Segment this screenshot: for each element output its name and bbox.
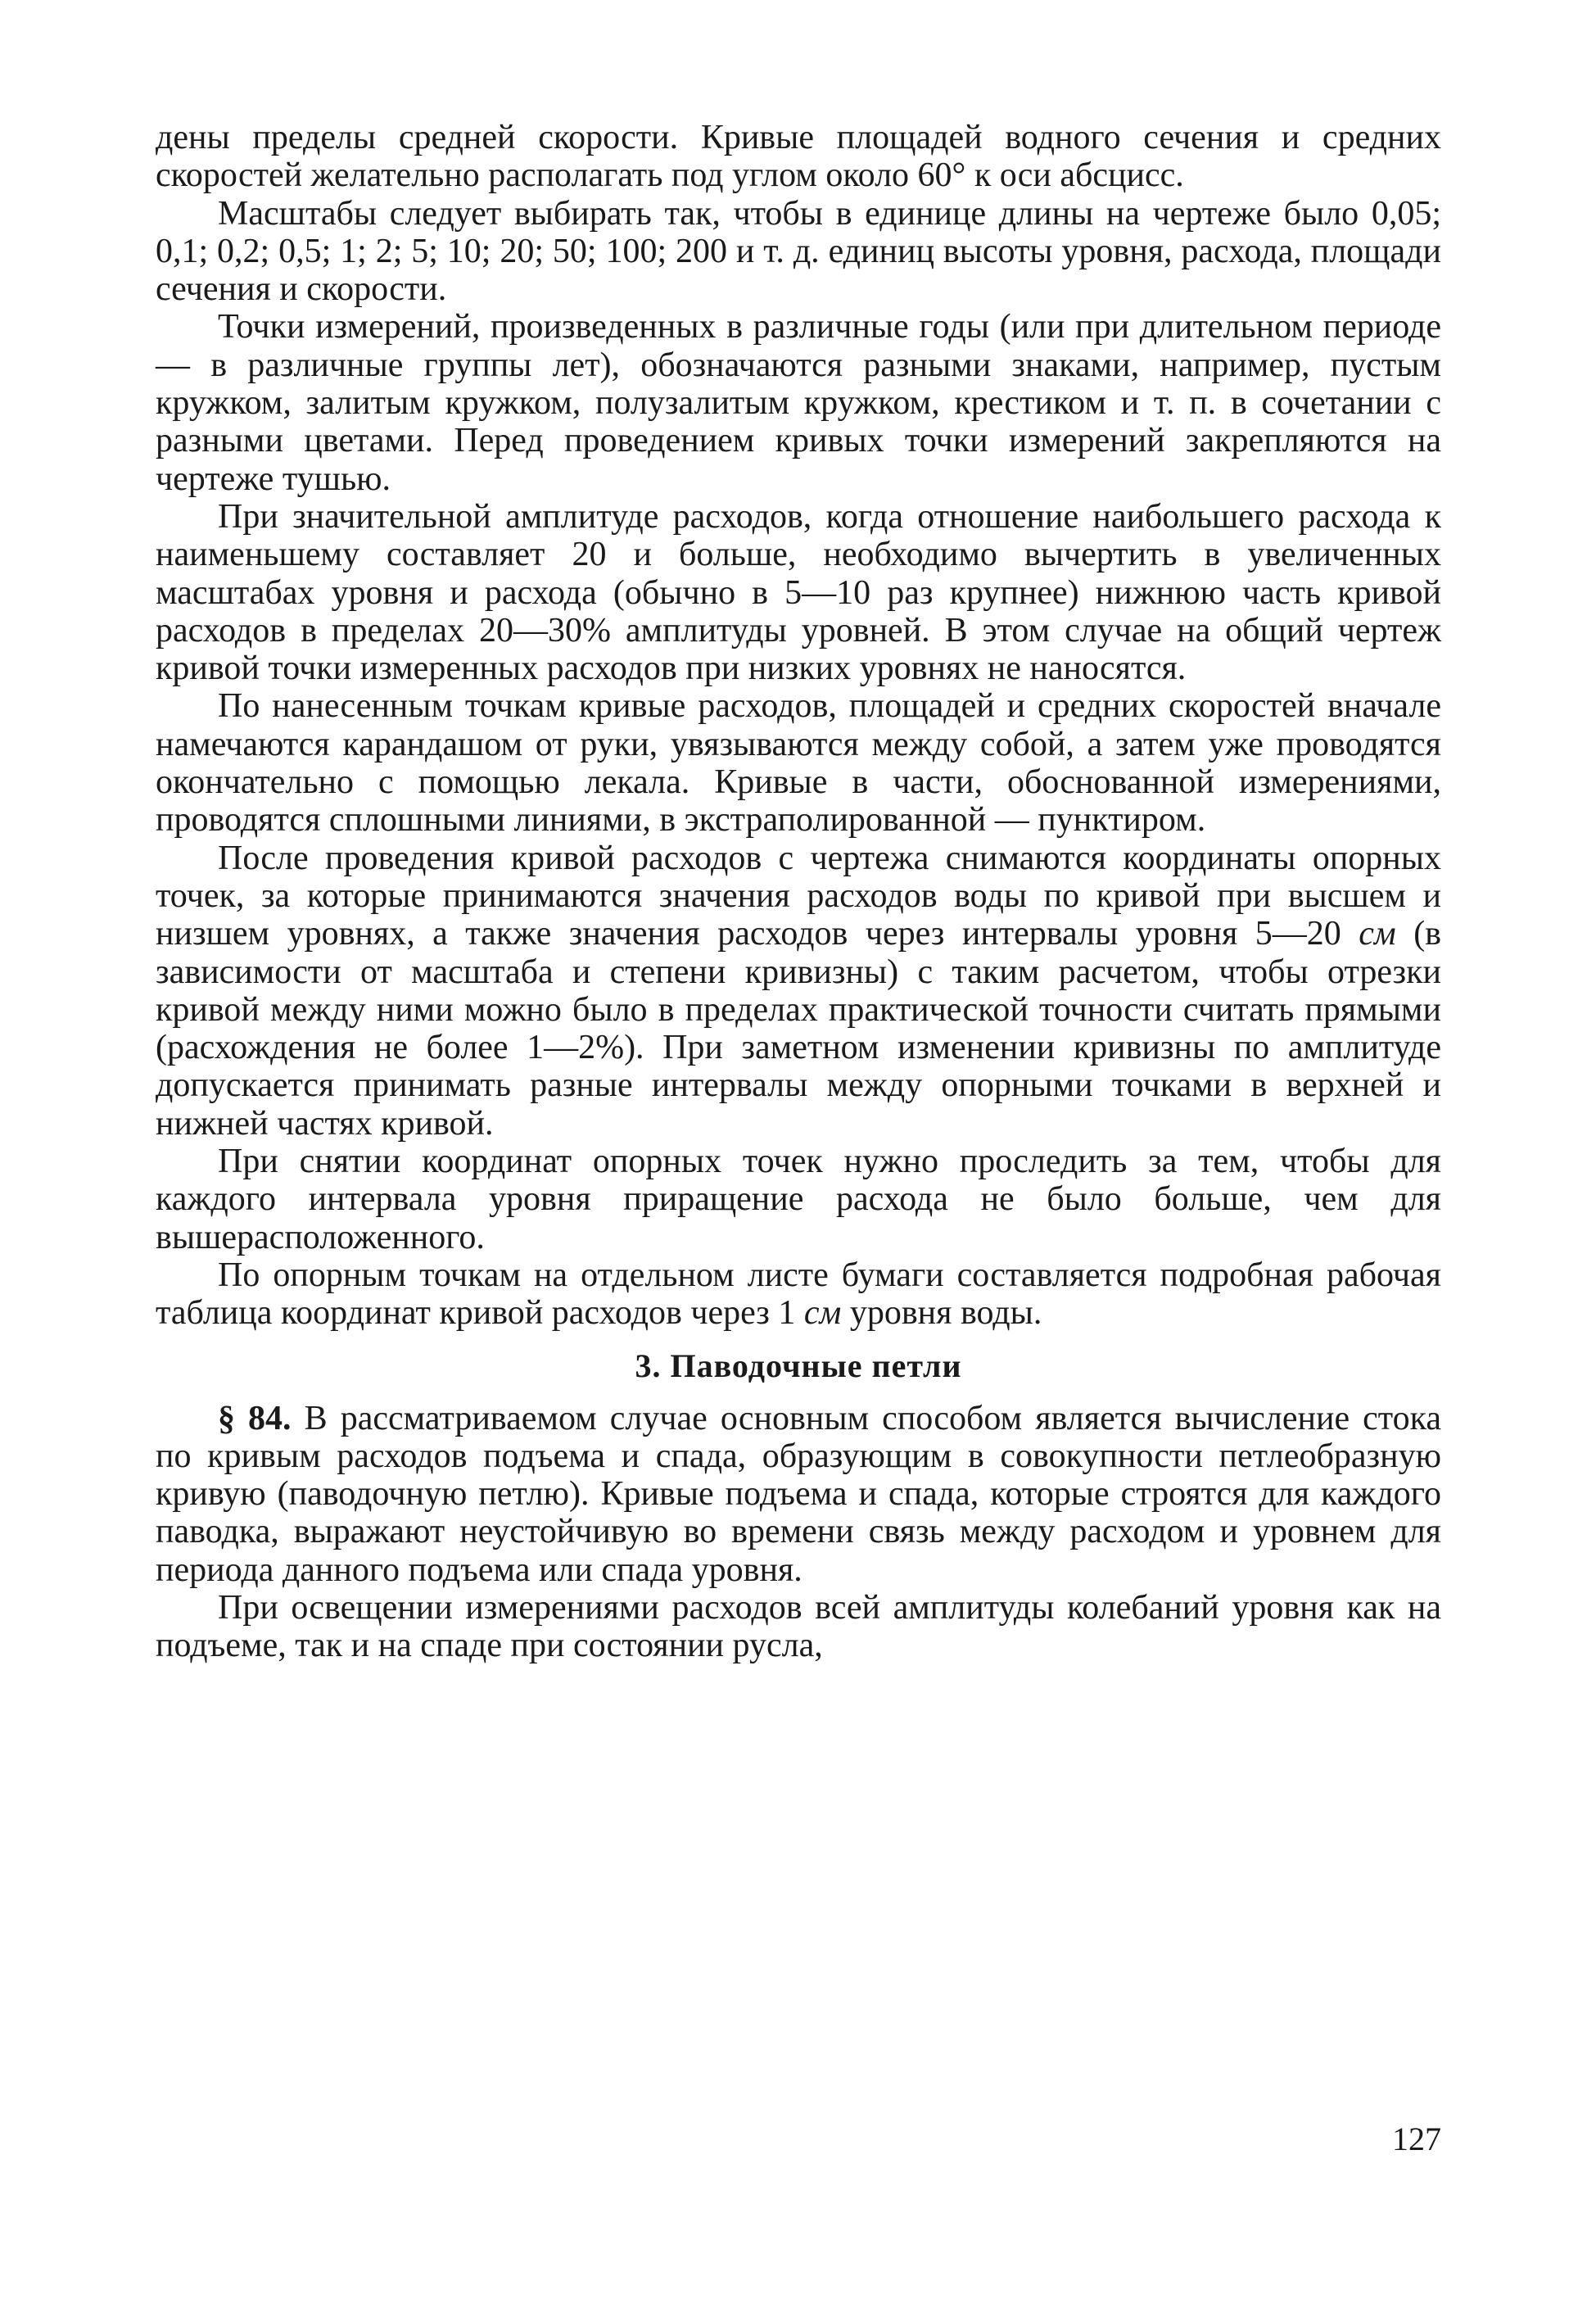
- paragraph-8: [156, 1256, 1441, 1333]
- paragraph-7: При снятии координат опорных точек нужно проследить за тем, чтобы для каждого интервала уровня приращение расхода не было больше, чем для вышерасположенного.: [156, 1143, 1441, 1256]
- paragraph-2: Масштабы следует выбирать так, чтобы в единице длины на чертеже было 0,05; 0,1; 0,2; 0,5; 1; 2; 5; 10; 20; 50; 100; 200 и т. д. единиц высоты уровня, расхода, площади сечения и скорости.: [156, 194, 1441, 309]
- paragraph-5: По нанесенным точкам кривые расходов, площадей и средних скоростей вначале намечаются карандашом от руки, увязываются между собой, а затем уже проводятся окончательно с помощью лекала. Кривые в части, обоснованной измерениями, проводятся сплошными линиями, в экстраполированной — пунктиром.: [156, 687, 1441, 840]
- paragraph-3: Точки измерений, произведенных в различные годы (или при длительном периоде — в различные группы лет), обозначаются разными знаками, например, пустым кружком, залитым кружком, полузалитым кружком, крестиком и т. п. в сочетании с разными цветами. Перед проведением кривых точки измерений закрепляются на чертеже тушью.: [156, 308, 1441, 498]
- paragraph-6-text-b: (в зависимости от масштаба и степени кривизны) с таким расчетом, чтобы отрезки кривой между ними можно было в пределах практической точности считать прямыми (расхождения не более 1—2%). При заметном изменении кривизны по амплитуде допускается принимать разные интервалы между опорными точками в верхней и нижней частях кривой.: [156, 915, 1442, 1143]
- section-number: § 84.: [218, 1399, 292, 1437]
- paragraph-8-text-a: По опорным точкам на отдельном листе бумаги составляется подробная рабочая таблица координат кривой расходов через 1: [156, 1256, 1441, 1333]
- paragraph-6-text-a: После проведения кривой расходов с чертежа снимаются координаты опорных точек, за которые принимаются значения расходов воды по кривой при высшем и низшем уровнях, а также значения расходов через интервалы уровня 5—20: [156, 839, 1441, 953]
- paragraph-4: При значительной амплитуде расходов, когда отношение наибольшего расхода к наименьшему составляет 20 и больше, необходимо вычертить в увеличенных масштабах уровня и расхода (обычно в 5—10 раз крупнее) нижнюю часть кривой расходов в пределах 20—30% амплитуды уровней. В этом случае на общий чертеж кривой точки измеренных расходов при низких уровнях не наносятся.: [156, 497, 1441, 688]
- page-number: 127: [1392, 2121, 1441, 2157]
- section-heading: 3. Паводочные петли: [635, 1347, 962, 1384]
- page-body: [156, 119, 1441, 1665]
- paragraph-1: дены пределы средней скорости. Кривые площадей водного сечения и средних скоростей желательно располагать под углом около 60° к оси абсцисс.: [156, 119, 1441, 195]
- paragraph-6: [156, 840, 1441, 1143]
- paragraph-8-unit: см: [803, 1294, 842, 1333]
- paragraph-9-text: В рассматриваемом случае основным способом является вычисление стока по кривым расходов подъема и спада, образующим в совокупности петлеобразную кривую (паводочную петлю). Кривые подъема и спада, которые строятся для каждого паводка, выражают неустойчивую во времени связь между расходом и уровнем для периода данного подъема или спада уровня.: [156, 1399, 1441, 1589]
- paragraph-8-text-b: уровня воды.: [849, 1294, 1042, 1333]
- paragraph-6-unit: см: [1359, 915, 1396, 953]
- paragraph-9: [156, 1400, 1441, 1589]
- paragraph-10: При освещении измерениями расходов всей амплитуды колебаний уровня как на подъеме, так и на спаде при состоянии русла,: [156, 1588, 1441, 1665]
